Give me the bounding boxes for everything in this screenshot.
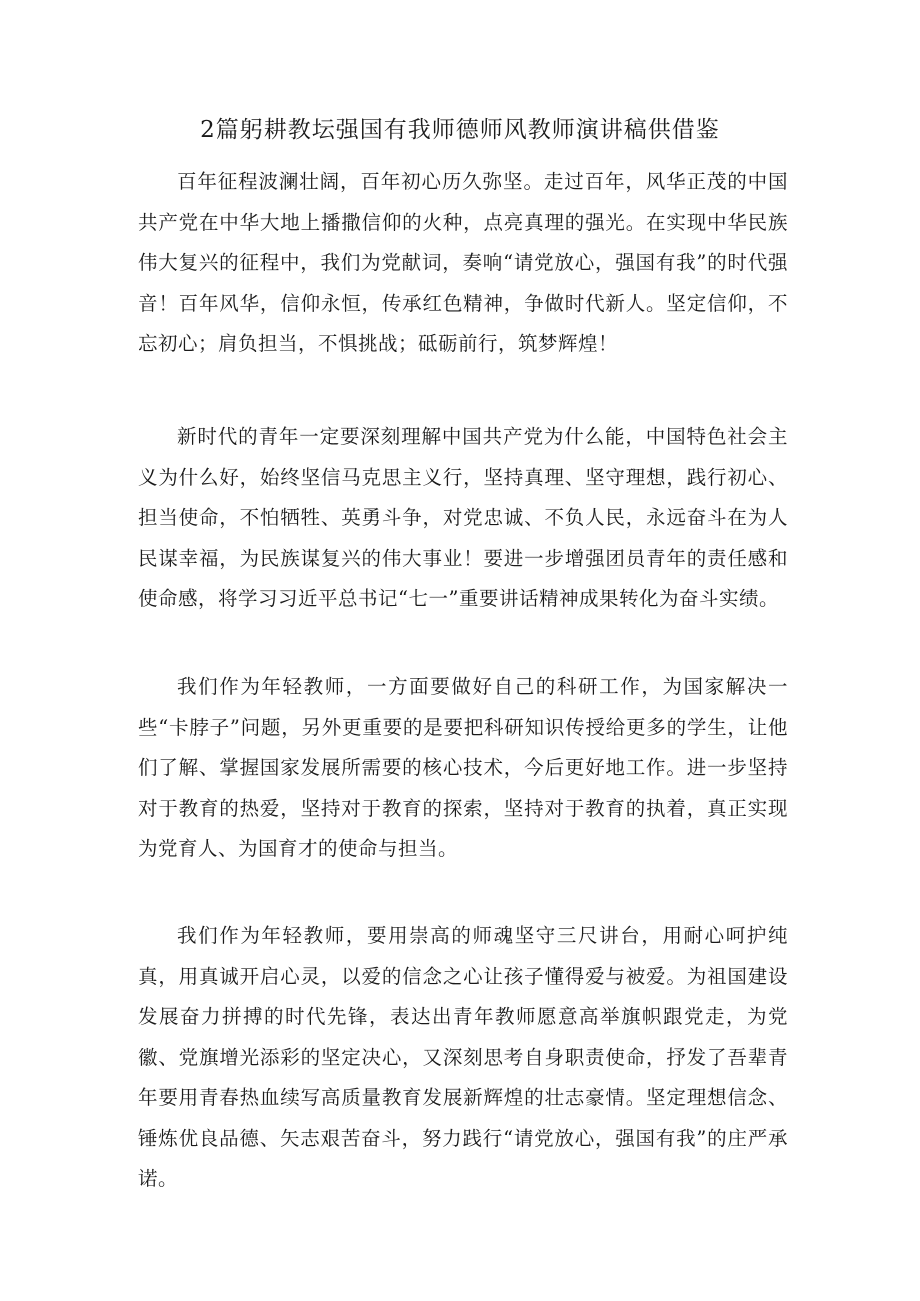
paragraph-4: 我们作为年轻教师，要用崇高的师魂坚守三尺讲台，用耐心呵护纯真，用真诚开启心灵，以爱的信念之心让孩子懂得爱与被爱。为祖国建设发展奋力拼搏的时代先锋，表达出青年教师愿意高举旗帜跟党走，为党徽、党旗增光添彩的坚定决心，又深刻思考自身职责使命，抒发了吾辈青年要用青春热血续写高质量教育发展新辉煌的壮志豪情。坚定理想信念、锤炼优良品德、矢志艰苦奋斗，努力践行“请党放心，强国有我”的庄严承诺。: [138, 924, 788, 1190]
paragraph-2: 新时代的青年一定要深刻理解中国共产党为什么能，中国特色社会主义为什么好，始终坚信马克思主义行，坚持真理、坚守理想，践行初心、担当使命，不怕牺牲、英勇斗争，对党忠诚、不负人民，永远奋斗在为人民谋幸福，为民族谋复兴的伟大事业！要进一步增强团员青年的责任感和使命感，将学习习近平总书记“七一”重要讲话精神成果转化为奋斗实绩。: [138, 425, 788, 610]
paragraph-1: 百年征程波澜壮阔，百年初心历久弥坚。走过百年，风华正茂的中国共产党在中华大地上播撒信仰的火种，点亮真理的强光。在实现中华民族伟大复兴的征程中，我们为党献词，奏响“请党放心，强国有我”的时代强音！百年风华，信仰永恒，传承红色精神，争做时代新人。坚定信仰，不忘初心；肩负担当，不惧挑战；砥砺前行，筑梦辉煌！: [138, 170, 788, 355]
paragraph-3: 我们作为年轻教师，一方面要做好自己的科研工作，为国家解决一些“卡脖子”问题，另外更重要的是要把科研知识传授给更多的学生，让他们了解、掌握国家发展所需要的核心技术，今后更好地工作。进一步坚持对于教育的热爱，坚持对于教育的探索，坚持对于教育的执着，真正实现为党育人、为国育才的使命与担当。: [138, 675, 788, 860]
document-title: 2篇躬耕教坛强国有我师德师风教师演讲稿供借鉴: [200, 117, 720, 143]
